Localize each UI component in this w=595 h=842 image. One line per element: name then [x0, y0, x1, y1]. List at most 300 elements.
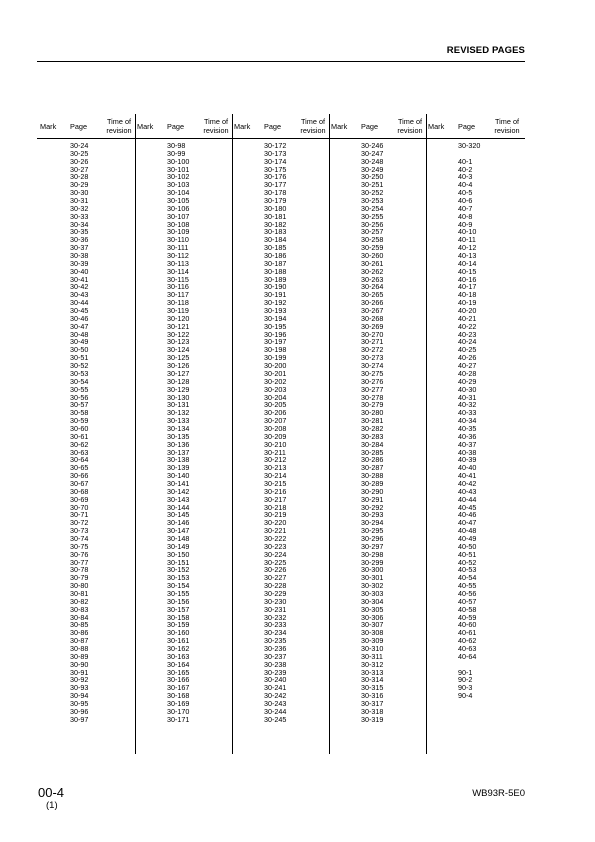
list-item: 30-88	[70, 644, 89, 653]
list-item: 30-317	[361, 699, 384, 709]
list-item: 30-101	[167, 164, 190, 174]
list-item: 30-251	[361, 180, 384, 190]
header-page: Page	[264, 122, 282, 131]
list-item: 30-50	[70, 345, 89, 355]
list-item: 30-94	[70, 691, 89, 701]
list-item: 30-27	[70, 164, 89, 174]
list-item: 30-304	[361, 596, 384, 606]
column-divider	[232, 114, 233, 754]
list-item: 30-216	[264, 486, 287, 496]
list-item: 30-316	[361, 691, 384, 701]
list-item: 30-264	[361, 282, 384, 292]
header-page: Page	[70, 122, 88, 131]
list-item: 30-136	[167, 439, 190, 449]
list-item: 30-156	[167, 596, 190, 606]
list-item: 30-121	[167, 321, 190, 331]
list-item: 30-183	[264, 227, 287, 237]
list-item: 30-51	[70, 353, 89, 363]
list-item: 30-61	[70, 431, 89, 441]
list-item: 30-28	[70, 172, 89, 182]
list-item: 30-175	[264, 164, 287, 174]
top-rule	[37, 61, 525, 62]
list-item: 40-55	[458, 581, 477, 591]
list-item: 30-167	[167, 683, 190, 693]
list-item: 30-268	[361, 313, 384, 323]
list-item: 40-12	[458, 243, 477, 253]
list-item: 30-60	[70, 423, 89, 433]
list-item: 30-142	[167, 486, 190, 496]
list-item: 30-151	[167, 557, 190, 567]
list-item: 40-53	[458, 565, 477, 575]
list-item: 30-74	[70, 533, 89, 543]
list-item: 40-49	[458, 533, 477, 543]
list-item: 30-287	[361, 463, 384, 473]
list-item: 30-214	[264, 471, 287, 481]
list-item: 30-117	[167, 290, 189, 300]
page-number-column	[70, 142, 88, 724]
list-item: 30-68	[70, 486, 89, 496]
list-item: 30-122	[167, 329, 190, 339]
list-item: 30-64	[70, 455, 89, 465]
list-item: 30-55	[70, 384, 89, 394]
page-title: REVISED PAGES	[446, 45, 525, 56]
list-item: 40-39	[458, 455, 477, 465]
list-item: 40-9	[458, 219, 473, 229]
list-item: 30-44	[70, 298, 89, 308]
list-item: 30-301	[361, 573, 384, 583]
list-item: 30-208	[264, 423, 287, 433]
list-item: 30-260	[361, 251, 384, 261]
list-item: 30-148	[167, 533, 190, 543]
list-item: 40-7	[458, 203, 473, 213]
list-item: 40-22	[458, 321, 477, 331]
list-item: 30-155	[167, 588, 190, 598]
list-item: 30-269	[361, 321, 384, 331]
list-item: 30-217	[264, 494, 287, 504]
list-item: 30-48	[70, 329, 89, 339]
list-item: 30-126	[167, 361, 190, 371]
list-item: 40-41	[458, 471, 477, 481]
list-item: 90-4	[458, 691, 473, 701]
list-item: 30-31	[70, 196, 89, 206]
list-item: 40-32	[458, 400, 477, 410]
list-item: 30-132	[167, 408, 190, 418]
list-item: 30-133	[167, 416, 190, 426]
list-item: 30-125	[167, 353, 190, 363]
header-time-of-revision: Time of revision	[203, 117, 229, 135]
list-item: 40-17	[458, 282, 477, 292]
list-item: 30-279	[361, 400, 384, 410]
list-item: 30-193	[264, 306, 287, 316]
list-item: 30-86	[70, 628, 89, 638]
list-item: 30-36	[70, 235, 89, 245]
list-item: 30-275	[361, 368, 384, 378]
list-item: 30-40	[70, 266, 89, 276]
list-item: 30-197	[264, 337, 287, 347]
list-item: 30-115	[167, 274, 189, 284]
list-item: 30-291	[361, 494, 384, 504]
list-item: 30-226	[264, 565, 287, 575]
list-item: 40-3	[458, 172, 473, 182]
list-item: 30-134	[167, 423, 190, 433]
list-item: 30-168	[167, 691, 190, 701]
list-item: 30-173	[264, 148, 287, 158]
list-item: 30-71	[70, 510, 89, 520]
list-item: 30-211	[264, 447, 286, 457]
list-item: 30-209	[264, 431, 287, 441]
list-item: 40-42	[458, 478, 477, 488]
list-item: 30-310	[361, 644, 384, 653]
list-item: 30-184	[264, 235, 287, 245]
list-item: 30-67	[70, 478, 89, 488]
list-item: 30-127	[167, 368, 190, 378]
list-item: 30-169	[167, 699, 190, 709]
list-item: 30-53	[70, 368, 89, 378]
list-item: 30-246	[361, 141, 384, 150]
list-item: 30-196	[264, 329, 287, 339]
list-item: 30-164	[167, 659, 190, 669]
list-item: 30-222	[264, 533, 287, 543]
list-item: 30-290	[361, 486, 384, 496]
list-item: 30-99	[167, 148, 186, 158]
list-item: 30-256	[361, 219, 384, 229]
list-item: 40-33	[458, 408, 477, 418]
list-item: 30-235	[264, 636, 287, 646]
list-item: 30-253	[361, 196, 384, 206]
list-item: 30-129	[167, 384, 190, 394]
list-item: 30-261	[361, 258, 384, 268]
list-item: 30-266	[361, 298, 384, 308]
list-item: 30-205	[264, 400, 287, 410]
list-item: 30-103	[167, 180, 190, 190]
list-item: 30-38	[70, 251, 89, 261]
list-item: 30-315	[361, 683, 384, 693]
list-item: 30-218	[264, 502, 287, 512]
list-item: 30-147	[167, 526, 190, 536]
list-item: 30-224	[264, 549, 287, 559]
list-item: 40-43	[458, 486, 477, 496]
list-item: 30-25	[70, 148, 89, 158]
list-item: 30-307	[361, 620, 384, 630]
header-time-of-revision: Time of revision	[397, 117, 423, 135]
list-item: 30-24	[70, 141, 89, 150]
list-item: 30-116	[167, 282, 189, 292]
list-item: 30-26	[70, 156, 89, 166]
list-item: 40-38	[458, 447, 477, 457]
list-item: 30-65	[70, 463, 89, 473]
list-item: 30-141	[167, 478, 190, 488]
list-item: 30-232	[264, 612, 287, 622]
header-mark: Mark	[428, 122, 445, 131]
list-item: 30-293	[361, 510, 384, 520]
list-item: 30-91	[70, 667, 89, 677]
list-item: 30-254	[361, 203, 384, 213]
list-item: 30-179	[264, 196, 287, 206]
list-item: 30-98	[167, 141, 186, 150]
list-item: 30-189	[264, 274, 287, 284]
list-item: 30-280	[361, 408, 384, 418]
list-item: 30-220	[264, 518, 287, 528]
list-item: 30-188	[264, 266, 287, 276]
list-item: 30-108	[167, 219, 190, 229]
list-item: 40-10	[458, 227, 477, 237]
list-item: 30-34	[70, 219, 89, 229]
list-item: 30-170	[167, 706, 190, 716]
list-item: 30-305	[361, 604, 384, 614]
list-item: 30-93	[70, 683, 89, 693]
list-item: 30-191	[264, 290, 287, 300]
header-mark: Mark	[331, 122, 348, 131]
list-item: 30-131	[167, 400, 190, 410]
list-item: 40-24	[458, 337, 477, 347]
list-item: 30-58	[70, 408, 89, 418]
header-page: Page	[167, 122, 185, 131]
page-number-column	[264, 142, 286, 724]
list-item: 30-233	[264, 620, 287, 630]
header-mark: Mark	[137, 122, 154, 131]
list-item: 30-187	[264, 258, 287, 268]
list-item: 30-227	[264, 573, 287, 583]
list-item: 30-267	[361, 306, 384, 316]
list-item: 40-27	[458, 361, 477, 371]
list-item: 30-79	[70, 573, 89, 583]
list-item: 30-80	[70, 581, 89, 591]
list-item: 30-240	[264, 675, 287, 685]
list-item: 30-213	[264, 463, 287, 473]
list-item: 40-11	[458, 235, 476, 245]
list-item: 30-106	[167, 203, 190, 213]
list-item: 30-104	[167, 188, 190, 198]
list-item: 30-128	[167, 376, 190, 386]
list-item: 30-299	[361, 557, 384, 567]
header-mark: Mark	[234, 122, 251, 131]
list-item: 30-110	[167, 235, 189, 245]
list-item: 30-52	[70, 361, 89, 371]
list-item: 30-239	[264, 667, 287, 677]
list-item: 30-78	[70, 565, 89, 575]
list-item: 30-73	[70, 526, 89, 536]
list-item: 40-28	[458, 368, 477, 378]
list-item: 30-203	[264, 384, 287, 394]
list-item: 30-41	[70, 274, 89, 284]
list-item: 30-302	[361, 581, 384, 591]
header-rule	[37, 138, 525, 139]
list-item: 30-311	[361, 651, 383, 661]
list-item: 30-312	[361, 659, 384, 669]
list-item: 30-42	[70, 282, 89, 292]
list-item: 30-176	[264, 172, 287, 182]
list-item: 30-46	[70, 313, 89, 323]
list-item: 30-286	[361, 455, 384, 465]
list-item: 40-23	[458, 329, 477, 339]
list-item: 30-258	[361, 235, 384, 245]
list-item: 40-62	[458, 636, 477, 646]
list-item: 90-2	[458, 675, 473, 685]
list-item: 30-223	[264, 541, 287, 551]
list-item: 30-120	[167, 313, 190, 323]
list-item: 30-230	[264, 596, 287, 606]
list-item: 30-90	[70, 659, 89, 669]
list-item: 30-195	[264, 321, 287, 331]
list-item: 30-32	[70, 203, 89, 213]
list-item: 30-92	[70, 675, 89, 685]
list-item: 30-83	[70, 604, 89, 614]
list-item: 30-45	[70, 306, 89, 316]
list-item: 30-39	[70, 258, 89, 268]
list-item: 30-154	[167, 581, 190, 591]
list-item: 30-166	[167, 675, 190, 685]
header-page: Page	[458, 122, 476, 131]
list-item: 30-285	[361, 447, 384, 457]
list-item: 30-242	[264, 691, 287, 701]
footer-model: WB93R-5E0	[472, 788, 525, 799]
list-item: 30-130	[167, 392, 190, 402]
list-item: 40-14	[458, 258, 477, 268]
list-item: 30-43	[70, 290, 89, 300]
list-item: 30-274	[361, 361, 384, 371]
list-item: 40-60	[458, 620, 477, 630]
list-item: 40-31	[458, 392, 477, 402]
list-item: 30-210	[264, 439, 287, 449]
list-item: 30-160	[167, 628, 190, 638]
list-item: 40-57	[458, 596, 477, 606]
list-item: 30-163	[167, 651, 190, 661]
list-item: 30-35	[70, 227, 89, 237]
list-item: 30-70	[70, 502, 89, 512]
list-item: 30-190	[264, 282, 287, 292]
list-item: 30-206	[264, 408, 287, 418]
list-item: 30-144	[167, 502, 190, 512]
list-item: 30-207	[264, 416, 287, 426]
list-item: 40-54	[458, 573, 477, 583]
list-item: 30-118	[167, 298, 189, 308]
list-item: 30-259	[361, 243, 384, 253]
list-item: 30-314	[361, 675, 384, 685]
list-item: 30-177	[264, 180, 287, 190]
list-item: 30-319	[361, 714, 384, 724]
list-item: 30-250	[361, 172, 384, 182]
column-divider	[426, 114, 427, 754]
list-item: 30-202	[264, 376, 287, 386]
list-item: 30-294	[361, 518, 384, 528]
list-item: 30-186	[264, 251, 287, 261]
list-item: 40-26	[458, 353, 477, 363]
list-item: 30-244	[264, 706, 287, 716]
list-item: 30-198	[264, 345, 287, 355]
list-item: 30-85	[70, 620, 89, 630]
list-item: 40-64	[458, 651, 477, 661]
list-item: 30-178	[264, 188, 287, 198]
list-item: 30-313	[361, 667, 384, 677]
list-item: 30-255	[361, 211, 384, 221]
list-item: 30-119	[167, 306, 189, 316]
list-item: 30-113	[167, 258, 189, 268]
footer-page-number: 00-4	[38, 785, 65, 800]
list-item: 30-140	[167, 471, 190, 481]
list-item: 30-123	[167, 337, 190, 347]
list-item: 30-96	[70, 706, 89, 716]
list-item: 40-15	[458, 266, 477, 276]
list-item: 40-59	[458, 612, 477, 622]
list-item: 90-1	[458, 667, 473, 677]
list-item: 30-158	[167, 612, 190, 622]
page-number-column	[361, 142, 383, 724]
list-item: 30-66	[70, 471, 89, 481]
list-item: 40-34	[458, 416, 477, 426]
list-item: 30-215	[264, 478, 287, 488]
list-item: 30-139	[167, 463, 190, 473]
header-mark: Mark	[40, 122, 57, 131]
list-item: 30-309	[361, 636, 384, 646]
page-number-column	[458, 142, 480, 700]
list-item: 40-47	[458, 518, 477, 528]
list-item: 40-50	[458, 541, 477, 551]
list-item: 30-306	[361, 612, 384, 622]
list-item: 40-25	[458, 345, 477, 355]
list-item: 30-33	[70, 211, 89, 221]
list-item: 30-82	[70, 596, 89, 606]
list-item: 30-270	[361, 329, 384, 339]
list-item: 40-56	[458, 588, 477, 598]
list-item: 40-19	[458, 298, 477, 308]
list-item: 30-234	[264, 628, 287, 638]
list-item: 30-105	[167, 196, 190, 206]
list-item: 30-59	[70, 416, 89, 426]
list-item: 30-231	[264, 604, 287, 614]
list-item: 30-284	[361, 439, 384, 449]
list-item: 40-63	[458, 644, 477, 653]
list-item: 40-44	[458, 494, 477, 504]
list-item: 40-52	[458, 557, 477, 567]
list-item: 40-1	[458, 156, 473, 166]
list-item: 40-16	[458, 274, 477, 284]
list-item: 30-56	[70, 392, 89, 402]
list-item: 40-46	[458, 510, 477, 520]
list-item: 30-245	[264, 714, 287, 724]
list-item: 30-262	[361, 266, 384, 276]
list-item: 40-48	[458, 526, 477, 536]
list-item: 30-263	[361, 274, 384, 284]
list-item: 30-135	[167, 431, 190, 441]
list-item: 30-77	[70, 557, 89, 567]
list-item: 40-6	[458, 196, 473, 206]
list-item: 40-4	[458, 180, 473, 190]
list-item: 30-62	[70, 439, 89, 449]
list-item: 30-30	[70, 188, 89, 198]
list-item: 30-152	[167, 565, 190, 575]
list-item: 30-212	[264, 455, 287, 465]
list-item: 30-114	[167, 266, 189, 276]
list-item: 40-30	[458, 384, 477, 394]
list-item: 30-194	[264, 313, 287, 323]
list-item: 30-57	[70, 400, 89, 410]
list-item: 30-265	[361, 290, 384, 300]
list-item: 30-162	[167, 644, 190, 653]
list-item: 30-149	[167, 541, 190, 551]
list-item: 30-221	[264, 526, 287, 536]
list-item: 30-95	[70, 699, 89, 709]
column-divider	[329, 114, 330, 754]
list-item: 30-180	[264, 203, 287, 213]
list-item: 30-112	[167, 251, 189, 261]
list-item: 40-40	[458, 463, 477, 473]
list-item: 30-143	[167, 494, 190, 504]
list-item: 30-257	[361, 227, 384, 237]
list-item: 30-182	[264, 219, 287, 229]
list-item: 40-58	[458, 604, 477, 614]
list-item: 30-84	[70, 612, 89, 622]
list-item: 30-249	[361, 164, 384, 174]
